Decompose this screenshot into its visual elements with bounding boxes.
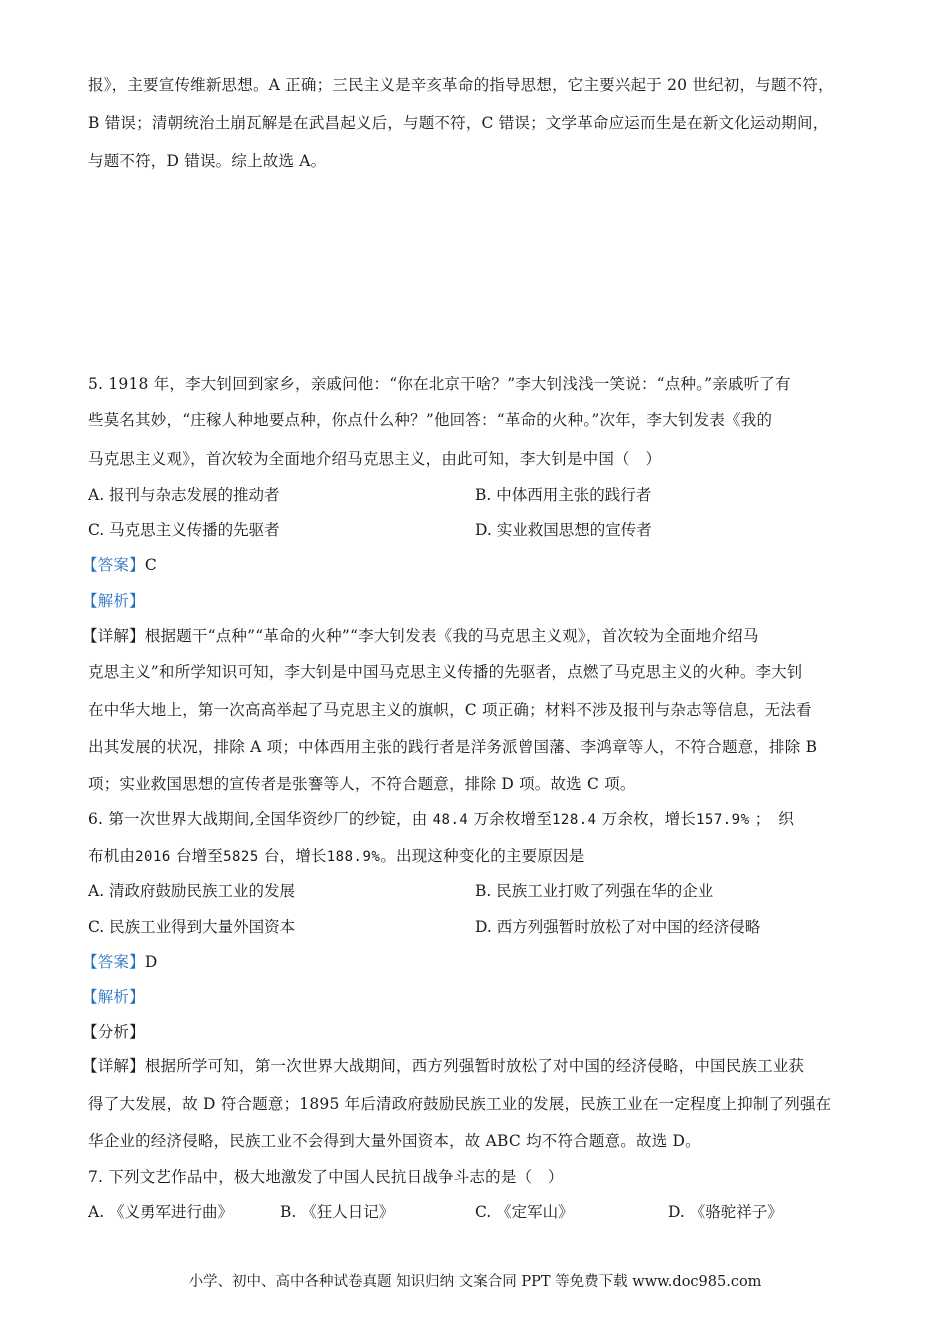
- q6-stem-text-d: ； 织: [754, 810, 795, 828]
- q5-detail-line-5: 项；实业救国思想的宣传者是张謇等人，不符合题意，排除 D 项。故选 C 项。: [88, 775, 636, 793]
- q6-fenxi-tag: 【分析】: [82, 1023, 145, 1041]
- q5-detail-line-3: 在中华大地上，第一次高高举起了马克思主义的旗帜，C 项正确；材料不涉及报刊与杂志等信息，无法看: [88, 701, 812, 719]
- q6-detail-line-1: [82, 1056, 804, 1076]
- q6-option-c: C. 民族工业得到大量外国资本: [88, 918, 296, 936]
- q6-answer: [82, 952, 157, 972]
- q5-detail-text-1: 根据题干“点种”“革命的火种”“李大钊发表《我的马克思主义观》，首次较为全面地介绍马: [144, 627, 759, 645]
- q6-answer-value: D: [144, 953, 158, 971]
- q5-stem-line-3: 马克思主义观》，首次较为全面地介绍马克思主义，由此可知，李大钊是中国（ ）: [88, 450, 662, 468]
- q6-detail-text-1: 根据所学可知，第一次世界大战期间，西方列强暂时放松了对中国的经济侵略，中国民族工业获: [144, 1057, 805, 1075]
- q5-detail-line-4: 出其发展的状况，排除 A 项；中体西用主张的践行者是洋务派曾国藩、李鸿章等人，不符合题意，排除 B: [88, 738, 818, 756]
- q5-detail-line-2: 克思主义”和所学知识可知，李大钊是中国马克思主义传播的先驱者，点燃了马克思主义的火种。李大钊: [88, 663, 803, 681]
- q6-stem-text-c: 万余枚，增长: [601, 810, 696, 828]
- q6-stem2-text-b: 台增至: [175, 847, 224, 865]
- q6-spindles-before: 48.4: [432, 812, 469, 828]
- q6-stem2-text-a: 布机由: [88, 847, 136, 865]
- q5-detail-line-1: [82, 626, 759, 646]
- q6-stem-line-2: [88, 846, 584, 867]
- q6-stem2-text-c: 台，增长: [263, 847, 327, 865]
- q5-option-b: B. 中体西用主张的践行者: [475, 486, 652, 504]
- q6-answer-tag: 【答案】: [82, 953, 145, 971]
- q5-option-d: D. 实业救国思想的宣传者: [475, 521, 652, 539]
- q6-option-b: B. 民族工业打败了列强在华的企业: [475, 882, 714, 900]
- q5-analysis-tag: 【解析】: [82, 592, 145, 610]
- q6-stem2-text-d: 。出现这种变化的主要原因是: [380, 847, 585, 865]
- q6-looms-growth: 188.9%: [326, 849, 381, 865]
- q7-option-b: B. 《狂人日记》: [280, 1203, 395, 1221]
- q6-spindles-growth: 157.9%: [695, 812, 750, 828]
- q6-looms-after: 5825: [223, 849, 259, 865]
- prev-explanation-line-3: 与题不符，D 错误。综上故选 A。: [88, 152, 327, 170]
- q7-option-c: C. 《定军山》: [475, 1203, 574, 1221]
- q6-stem-text-b: 万余枚增至: [473, 810, 552, 828]
- prev-explanation-line-2: B 错误；清朝统治土崩瓦解是在武昌起义后，与题不符，C 错误；文学革命应运而生是在新文化运动期间，: [88, 114, 829, 132]
- q6-looms-before: 2016: [135, 849, 171, 865]
- q5-stem-line-1: 5. 1918 年，李大钊回到家乡，亲戚问他：“你在北京干啥？”李大钊浅浅一笑说：“点种。”亲戚听了有: [88, 375, 791, 393]
- q5-option-c: C. 马克思主义传播的先驱者: [88, 521, 280, 539]
- q7-stem: 7. 下列文艺作品中，极大地激发了中国人民抗日战争斗志的是（ ）: [88, 1168, 564, 1186]
- q6-detail-tag: 【详解】: [82, 1057, 145, 1075]
- q6-stem-line-1: [88, 809, 794, 830]
- q5-answer: [82, 555, 157, 575]
- q6-stem-text-a: 6. 第一次世界大战期间,全国华资纱厂的纱锭，由: [88, 810, 428, 828]
- q7-option-a: A. 《义勇军进行曲》: [88, 1203, 234, 1221]
- q6-option-d: D. 西方列强暂时放松了对中国的经济侵略: [475, 918, 761, 936]
- q5-answer-value: C: [144, 556, 157, 574]
- q5-answer-tag: 【答案】: [82, 556, 145, 574]
- q5-stem-line-2: 些莫名其妙，“庄稼人种地要点种，你点什么种？”他回答：“革命的火种。”次年，李大钊发表《我的: [88, 411, 773, 429]
- prev-explanation-line-1: 报》，主要宣传维新思想。A 正确；三民主义是辛亥革命的指导思想，它主要兴起于 20 世纪初，与题不符，: [88, 76, 834, 94]
- q5-detail-tag: 【详解】: [82, 627, 145, 645]
- q6-detail-line-3: 华企业的经济侵略，民族工业不会得到大量外国资本，故 ABC 均不符合题意。故选 D。: [88, 1132, 701, 1150]
- page-footer: 小学、初中、高中各种试卷真题 知识归纳 文案合同 PPT 等免费下载 www.doc985.com: [188, 1274, 762, 1290]
- q7-option-d: D. 《骆驼祥子》: [668, 1203, 783, 1221]
- q6-option-a: A. 清政府鼓励民族工业的发展: [88, 882, 296, 900]
- q6-spindles-after: 128.4: [551, 812, 597, 828]
- q6-detail-line-2: 得了大发展，故 D 符合题意；1895 年后清政府鼓励民族工业的发展，民族工业在一定程度上抑制了列强在: [88, 1095, 832, 1113]
- q5-option-a: A. 报刊与杂志发展的推动者: [88, 486, 280, 504]
- q6-analysis-tag: 【解析】: [82, 988, 145, 1006]
